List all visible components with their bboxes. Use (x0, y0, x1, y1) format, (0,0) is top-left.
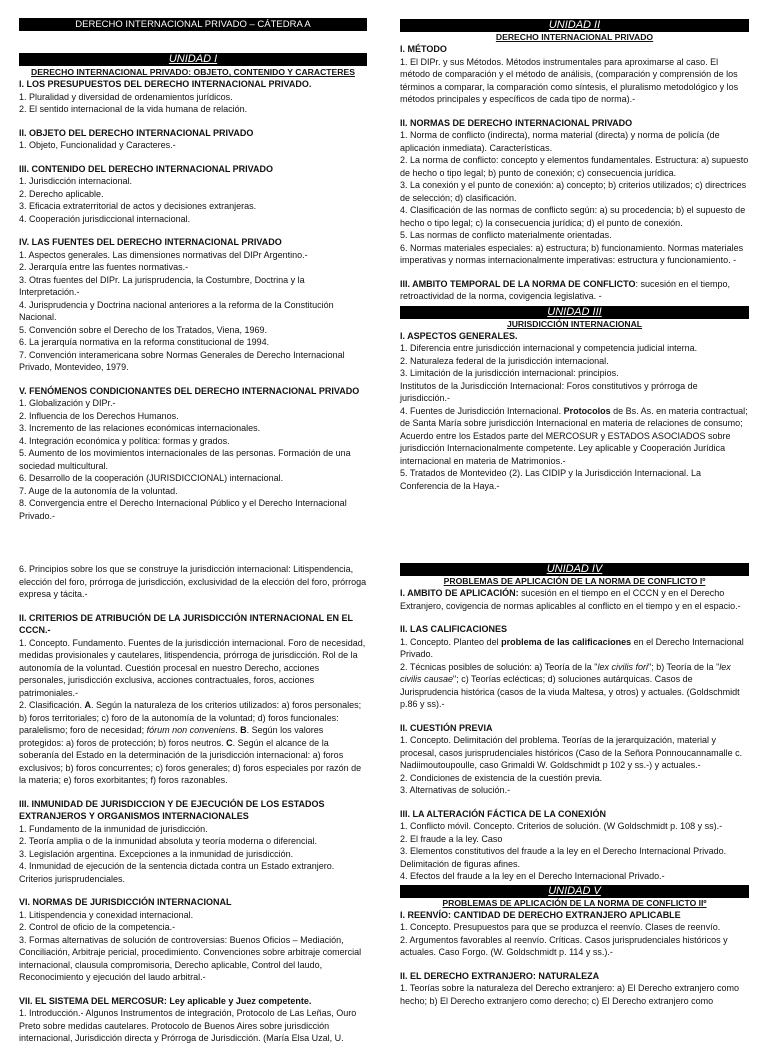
u2-section-3-heading: III. AMBITO TEMPORAL DE LA NORMA DE CONFLICTO (400, 278, 636, 289)
u1-section-4-heading: IV. LAS FUENTES DEL DERECHO INTERNACIONAL PRIVADO (19, 237, 282, 247)
list-item: 2. Influencia de los Derechos Humanos. (19, 410, 179, 421)
list-item: 3. Incremento de las relaciones económicas internacionales. (19, 423, 261, 433)
unit-1-title: UNIDAD I (19, 53, 367, 66)
list-item: 2. Argumentos favorables al reenvío. Críticas. Casos jurisprudenciales históricos y actuales. Caso Forgo. (W. Goldschmidt p. 114 y ss.).- (400, 934, 728, 957)
list-item: 1. El DIPr. y sus Métodos. Métodos instrumentales para aproximarse al caso. El método de comparación y el método de análisis, (comparación y comprensión de los términos a comparar, la comparación como síntesis, el pluralismo metodológico y los métodos principales y específicos de cada tipo de norma).- (400, 56, 739, 104)
list-item (400, 661, 749, 711)
unit-5-title: UNIDAD V (400, 885, 749, 898)
text-run: en el Derecho Internacional Privado. (400, 636, 744, 659)
u1-section-5-heading: V. FENÓMENOS CONDICIONANTES DEL DERECHO INTERNACIONAL PRIVADO (19, 385, 360, 396)
list-item: 1. Concepto. Presupuestos para que se produzca el reenvío. Clases de reenvío. (400, 922, 721, 932)
unit-5-subtitle: PROBLEMAS DE APLICACIÓN DE LA NORMA DE CONFLICTO IIº (442, 897, 707, 908)
list-item: 3. Alternativas de solución.- (400, 785, 511, 795)
text-run: 1. Concepto. Planteo del (400, 636, 502, 647)
u1-section-3-heading: III. CONTENIDO DEL DERECHO INTERNACIONAL PRIVADO (19, 163, 274, 174)
u2-section-3 (400, 278, 749, 303)
document-header: DERECHO INTERNACIONAL PRIVADO – CÁTEDRA A (19, 18, 367, 31)
u2-section-2-heading: II. NORMAS DE DERECHO INTERNACIONAL PRIVADO (400, 117, 633, 128)
list-item: 3. La conexión y el punto de conexión: a) concepto; b) criterios utilizados; c) directrices de selección; d) clasificación. (400, 180, 747, 203)
u5-section-1-heading: I. REENVÍO: CANTIDAD DE DERECHO EXTRANJERO APLICABLE (400, 909, 681, 920)
list-item: 3. Limitación de la jurisdicción internacional: principios. (400, 368, 619, 378)
text-run: de Bs. As. en materia contractual; de Santa María sobre jurisdicción Internacional en materia de relaciones de consumo; Acuerdo entre los Estados parte del MERCOSUR y ESTADOS ASOCIADOS sobre jurisdicción Internacionalmente competente. Ley aplicable y Cooperación Jurídica internacional en materia de Matrimonios.- (400, 405, 748, 466)
list-item: 1. Jurisdicción internacional. (19, 176, 133, 186)
left-top-column (19, 18, 367, 522)
list-item: 1. Fundamento de la inmunidad de jurisdicción. (19, 823, 208, 834)
list-item: 5. Convención sobre el Derecho de los Tratados, Viena, 1969. (19, 324, 267, 335)
u5-section-2-heading: II. EL DERECHO EXTRANJERO: NATURALEZA (400, 970, 600, 981)
list-item: 1. Norma de conflicto (indirecta), norma material (directa) y norma de policía (de aplicación inmediata). Características. (400, 130, 720, 153)
text-run-italic: lex civilis causae (400, 661, 731, 684)
u4-section-2-heading: II. LAS CALIFICACIONES (400, 624, 508, 634)
text-run-italic: fórum non conveniens (146, 725, 236, 735)
list-item (19, 699, 367, 787)
text-run: 2. Clasificación. (19, 700, 85, 710)
list-item: 1. Concepto. Fundamento. Fuentes de la jurisdicción internacional. Foro de necesidad, medidas provisionales y cautelares, litispendencia, prórroga de jurisdicción. Rol de la autonomía de la voluntad. Cuestión procesal en nuestro Derecho, acciones personales, jurisdicción exclusiva, acciones contractuales, foros, acciones patrimoniales.- (19, 637, 366, 698)
unit-4-title: UNIDAD IV (400, 563, 749, 576)
text-run: . Según los valores protegidos: a) foros de protección; b) foros neutros. (19, 725, 324, 748)
list-item: 1. Diferencia entre jurisdicción internacional y competencia judicial interna. (400, 343, 698, 353)
u3-section-7-heading: VII. EL SISTEMA DEL MERCOSUR: Ley aplicable y Juez competente. (19, 995, 312, 1006)
list-item: 2. Naturaleza federal de la jurisdicción internacional. (400, 355, 609, 366)
u4-section-1 (400, 587, 749, 612)
list-item: 4. Clasificación de las normas de conflicto según: a) su procedencia; b) el supuesto de hecho o tipo legal; c) la consecuencia jurídica; d) el punto de conexión. (400, 205, 746, 228)
unit-2-title: UNIDAD II (400, 19, 749, 32)
list-item: 1. Litispendencia y conexidad internacional. (19, 909, 194, 920)
list-item: 1. Introducción.- Algunos Instrumentos de integración, Protocolo de Las Leñas, Ouro Preto sobre medidas cautelares. Protocolo de Buenos Aires sobre jurisdicción internacional, Jurisdicción directa y Prórroga de Jurisdicción. (María Elsa Uzal, U. (19, 1008, 357, 1043)
list-item: 2. El sentido internacional de la vida humana de relación. (19, 104, 248, 114)
list-item: 4. Integración económica y política: formas y grados. (19, 435, 230, 446)
text-run: 4. Fuentes de Jurisdicción Internacional. (400, 405, 564, 416)
list-item: 6. Principios sobre los que se construye la jurisdicción internacional: Litispendencia, elección del foro, prórroga de jurisdicción, exclusividad de la elección del foro, prórroga expresa y tácita.- (19, 564, 367, 599)
list-item: 3. Eficacia extraterritorial de actos y decisiones extranjeras. (19, 201, 257, 211)
list-item: 2. Jerarquía entre las fuentes normativas.- (19, 262, 189, 272)
u3-section-1-heading: I. ASPECTOS GENERALES. (400, 330, 518, 341)
list-item (400, 405, 749, 468)
text-run: "; b) Teoría de la " (648, 661, 720, 672)
list-item: 1. Globalización y DIPr.- (19, 398, 116, 408)
list-item: 8. Convergencia entre el Derecho Internacional Público y el Derecho Internacional Privado.- (19, 498, 347, 521)
u4-section-1-heading: I. AMBITO DE APLICACIÓN: (400, 588, 519, 598)
u3-section-6-heading: VI. NORMAS DE JURISDICCIÓN INTERNACIONAL (19, 897, 232, 907)
text-run-bold: B (240, 725, 247, 735)
list-item: 1. Conflicto móvil. Concepto. Criterios de solución. (W Goldschmidt p. 108 y ss).- (400, 821, 723, 831)
list-item: 5. Las normas de conflicto materialmente orientadas. (400, 230, 612, 240)
list-item: 1. Objeto, Funcionalidad y Caracteres.- (19, 140, 176, 150)
text-run-italic: lex civilis fori (597, 661, 648, 672)
left-bottom-column (19, 563, 367, 1045)
list-item: 2. La norma de conflicto: concepto y elementos fundamentales. Estructura: a) supuesto de hecho o tipo legal; b) punto de conexión; c) consecuencia jurídica. (400, 155, 749, 178)
u1-section-2-heading: II. OBJETO DEL DERECHO INTERNACIONAL PRIVADO (19, 127, 254, 138)
list-item: Institutos de la Jurisdicción Internacional: Foros constitutivos y prórroga de jurisdicción.- (400, 380, 698, 403)
unit-3-subtitle: JURISDICCIÓN INTERNACIONAL (506, 318, 643, 329)
list-item: 7. Auge de la autonomía de la voluntad. (19, 485, 178, 496)
text-run-bold: A (84, 700, 92, 710)
unit-1-subtitle: DERECHO INTERNACIONAL PRIVADO: OBJETO, CONTENIDO Y CARACTERES (31, 67, 355, 77)
list-item: 2. El fraude a la ley. Caso (400, 833, 503, 844)
unit-2-subtitle: DERECHO INTERNACIONAL PRIVADO (495, 32, 654, 42)
list-item: 5. Aumento de los movimientos internacionales de las personas. Formación de una sociedad multicultural. (19, 448, 351, 471)
text-run-bold: problema de las calificaciones (501, 636, 632, 647)
u3-section-2-heading: II. CRITERIOS DE ATRIBUCIÓN DE LA JURISDICCIÓN INTERNACIONAL EN EL CCCN.- (19, 612, 353, 635)
list-item: 4. Jurisprudencia y Doctrina nacional anteriores a la reforma de la Constitución Nacional. (19, 299, 334, 322)
u4-section-1-text: sucesión en el tiempo en el CCCN y en el Derecho Extranjero, covigencia de normas aplicables al conflicto en el tiempo y en el espacio.- (400, 588, 741, 611)
list-item: 1. Pluralidad y diversidad de ordenamientos jurídicos. (19, 91, 233, 102)
u3-section-3-heading: III. INMUNIDAD DE JURISDICCION Y DE EJECUCIÓN DE LOS ESTADOS EXTRANJEROS Y ORGANISMOS INTERNACIONALES (19, 798, 325, 821)
u2-section-3-text: : sucesión en el tiempo, retroactividad de la norma, covigencia legislativa. - (400, 278, 731, 301)
u4-section-3-heading: II. CUESTIÓN PREVIA (400, 722, 493, 733)
u2-section-1-heading: I. MÉTODO (400, 44, 447, 54)
list-item: 1. Teorías sobre la naturaleza del Derecho extranjero: a) El Derecho extranjero como hecho; b) El Derecho extranjero como derecho; c) El Derecho extranjero como (400, 983, 740, 1006)
list-item: 4. Efectos del fraude a la ley en el Derecho Internacional Privado.- (400, 871, 665, 881)
list-item: 3. Otras fuentes del DIPr. La jurisprudencia, la Costumbre, Doctrina y la Interpretación.- (19, 274, 305, 297)
list-item: 1. Concepto. Delimitación del problema. Teorías de la jerarquización, material y procesal, casos jurisprudenciales históricos (Caso de la Señora Ponnoucannamalle c. Nadiimoutoupoulle, caso Grimaldi W. Goldschmidt p 102 y ss.-) y actuales.- (400, 735, 743, 770)
list-item: 7. Convención interamericana sobre Normas Generales de Derecho Internacional Privado, Montevideo, 1979. (19, 349, 345, 372)
unit-3-title: UNIDAD III (400, 306, 749, 319)
text-run-bold: Protocolos (563, 405, 611, 416)
right-top-column (400, 18, 749, 492)
text-run-bold: C (226, 737, 233, 748)
u4-section-4-heading: III. LA ALTERACIÓN FÁCTICA DE LA CONEXIÓN (400, 808, 606, 819)
list-item: 3. Legislación argentina. Excepciones a la inmunidad de jurisdicción. (19, 848, 294, 859)
list-item: 3. Elementos constitutivos del fraude a la ley en el Derecho Internacional Privado. Delimitación de figuras afines. (400, 846, 727, 869)
list-item: 6. Normas materiales especiales: a) estructura; b) funcionamiento. Normas materiales imperativas y normas internacionalmente imperativas: estructura y funcionamiento. - (400, 242, 744, 265)
text-run: . Según el alcance de la soberanía del Estado en la determinación de la jurisdicción internacional: a) foros exclusivos; b) foros concurrentes; c) foros generales; d) foros especiales por razón de la materia; e) foros exorbitantes; f) foros razonables. (19, 737, 362, 785)
text-run: 2. Técnicas posibles de solución: a) Teoría de la " (400, 661, 598, 672)
text-run: . (235, 725, 241, 735)
list-item: 3. Formas alternativas de solución de controversias: Buenos Oficios – Mediación, Conciliación, Arbitraje pericial, procedimiento. Convenciones sobre arbitraje comercial internacional, clausula compromisoria, Derecho aplicable, Control del laudo, Reconocimiento y ejecución del laudo arbitral.- (19, 934, 362, 982)
list-item: 1. Aspectos generales. Las dimensiones normativas del DIPr Argentino.- (19, 249, 308, 260)
list-item (400, 636, 749, 661)
list-item: 2. Teoría amplia o de la inmunidad absoluta y teoría moderna o diferencial. (19, 836, 318, 846)
right-bottom-column (400, 563, 749, 1007)
unit-4-subtitle: PROBLEMAS DE APLICACIÓN DE LA NORMA DE CONFLICTO Iº (443, 576, 706, 586)
list-item: 4. Inmunidad de ejecución de la sentencia dictada contra un Estado extranjero. Criterios jurisprudenciales. (19, 861, 335, 884)
list-item: 2. Condiciones de existencia de la cuestión previa. (400, 772, 603, 783)
text-run: "; c) Teorías eclécticas; d) soluciones autárquicas. Casos de Jurisprudencia histórica (casos de la viuda Maltesa, y otros) y actuales. (Goldschmidt p.86 y ss).- (400, 674, 740, 709)
u1-section-1-heading: I. LOS PRESUPUESTOS DEL DERECHO INTERNACIONAL PRIVADO. (19, 79, 312, 89)
list-item: 6. La jerarquía normativa en la reforma constitucional de 1994. (19, 337, 270, 347)
list-item: 2. Derecho aplicable. (19, 188, 104, 199)
list-item: 5. Tratados de Montevideo (2). Las CIDIP y la Jurisdicción Internacional. La Conferencia de la Haya.- (400, 468, 701, 491)
list-item: 6. Desarrollo de la cooperación (JURISDICCIONAL) internacional. (19, 473, 284, 483)
list-item: 2. Control de oficio de la competencia.- (19, 922, 176, 932)
list-item: 4. Cooperación jurisdiccional internacional. (19, 213, 191, 224)
text-run: . Según la naturaleza de los criterios utilizados: a) foros personales; b) foros territoriales; c) foro de la autonomía de la voluntad; d) foros funcionales: paralelismo; foro de necesidad; (19, 700, 362, 735)
